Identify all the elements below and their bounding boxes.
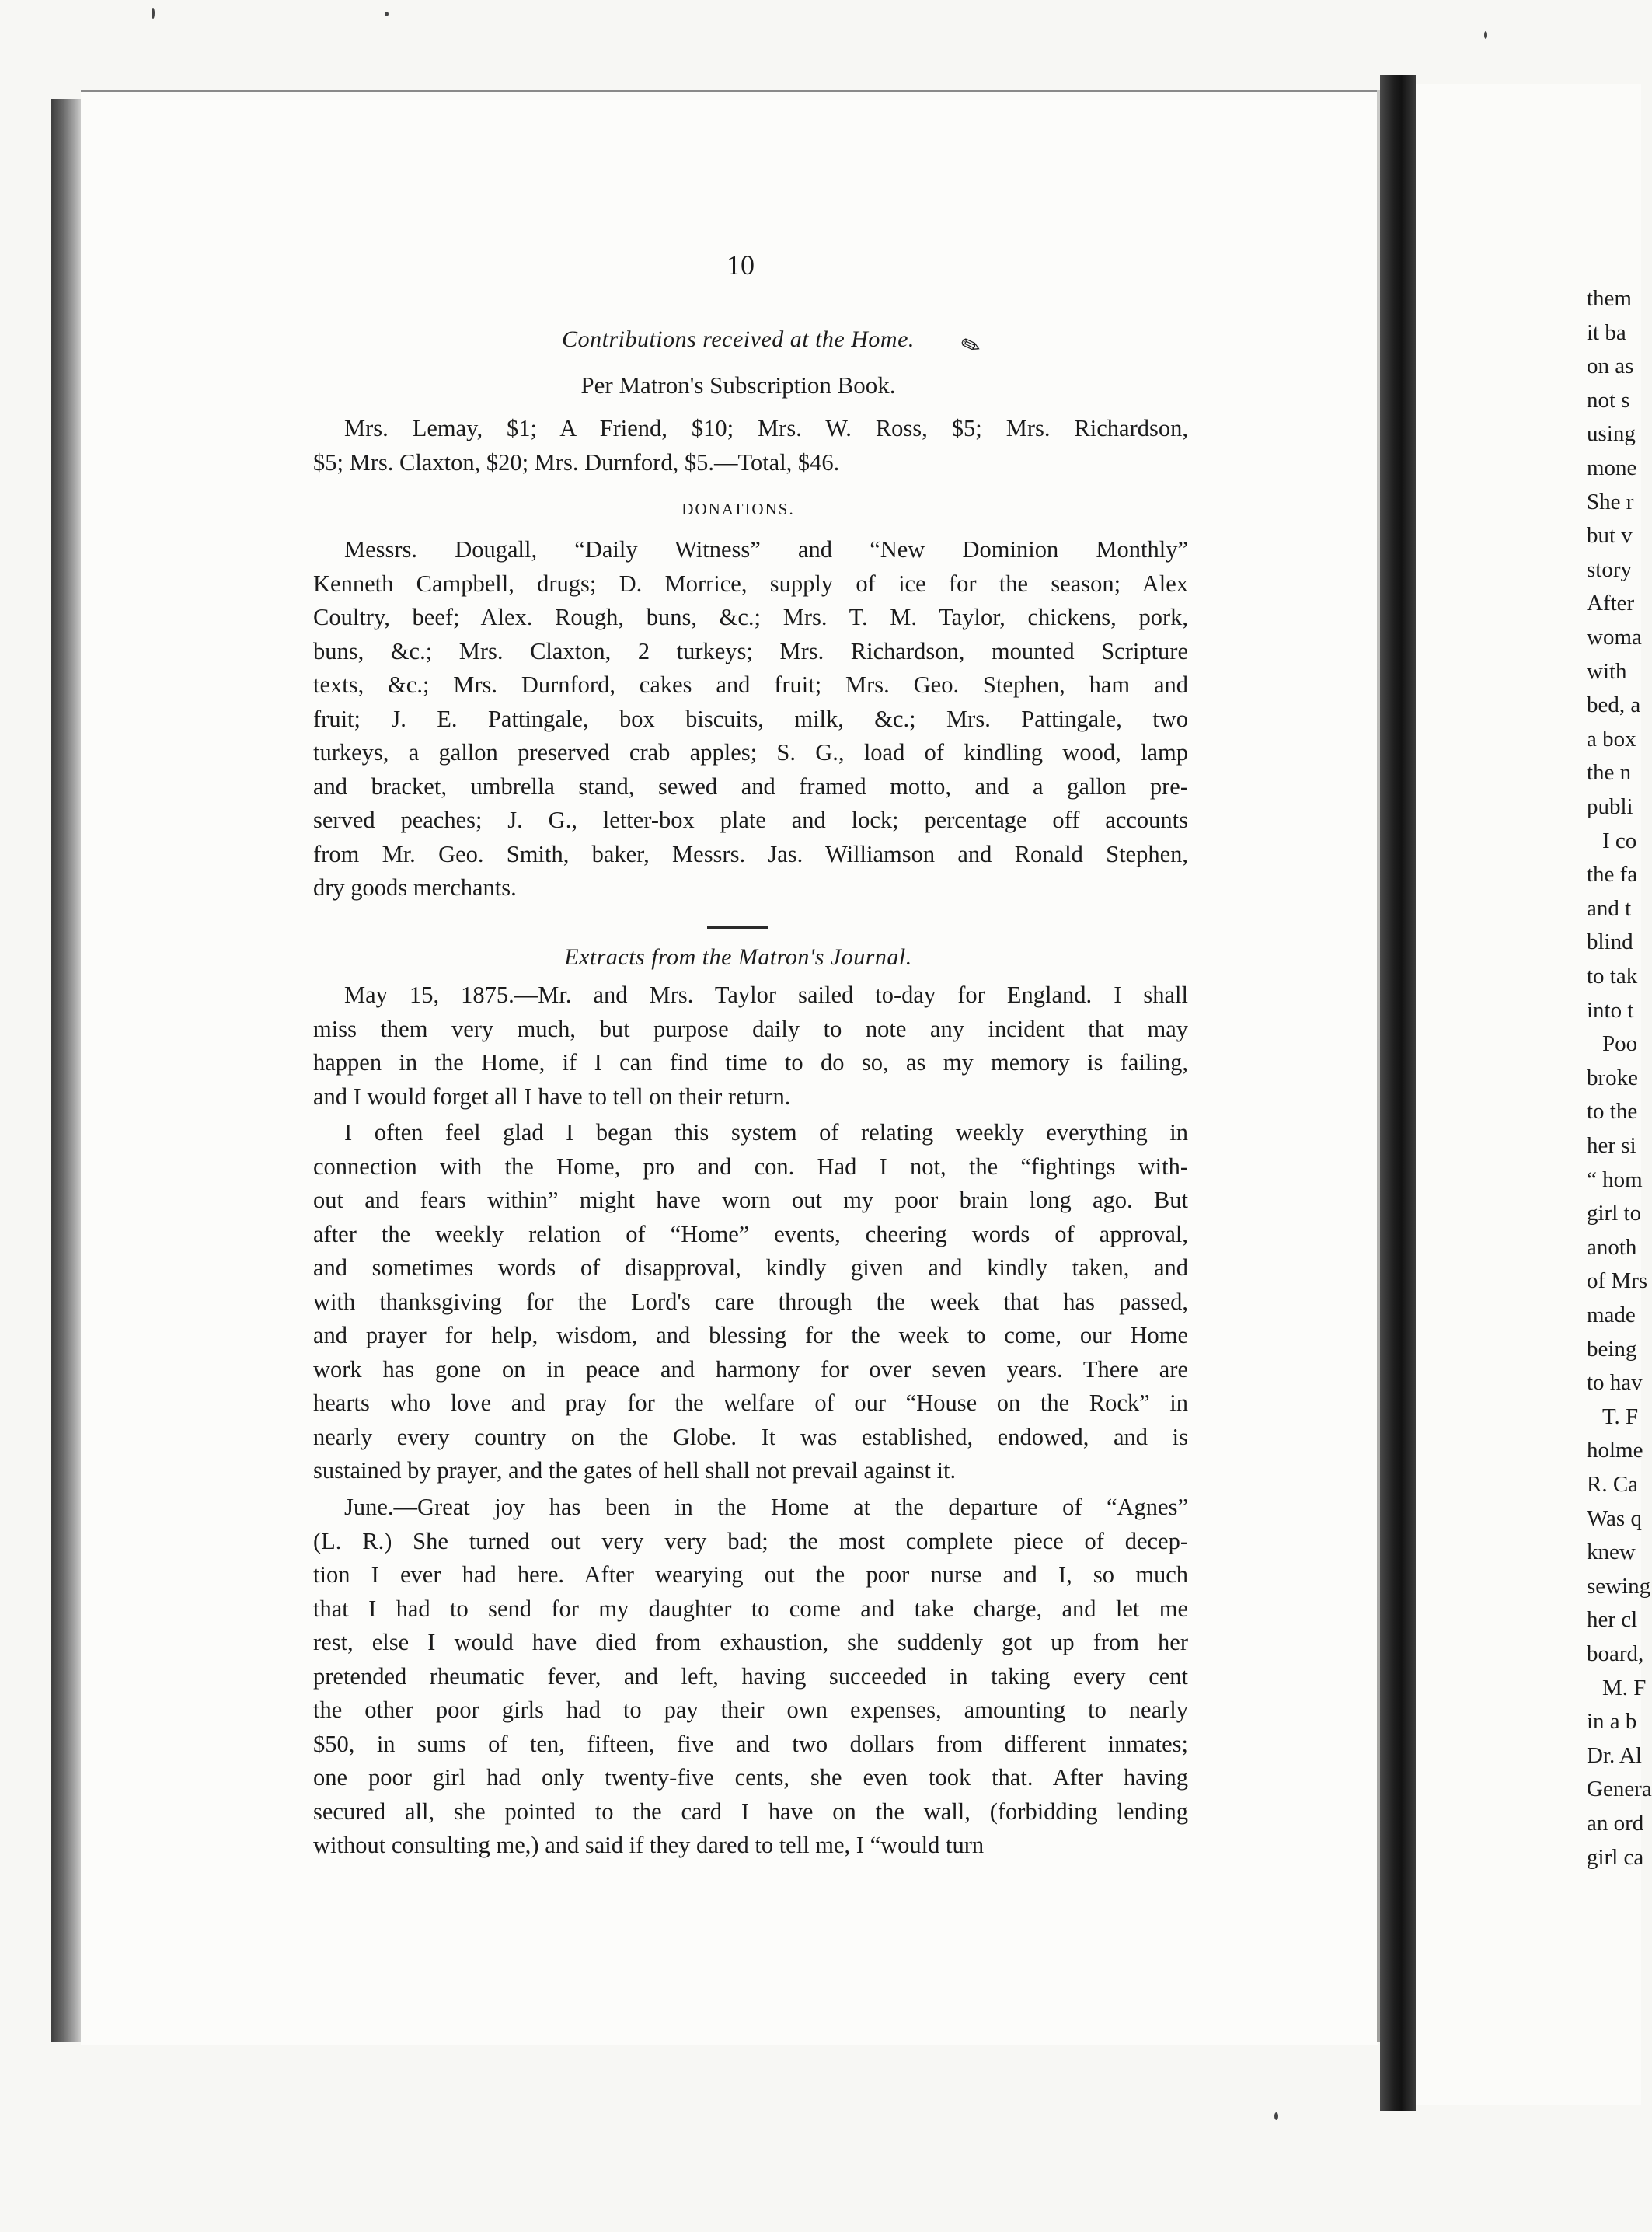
- scan-speck: [1484, 31, 1487, 39]
- facing-page-line: into t: [1587, 997, 1634, 1023]
- subscription-list: [313, 412, 1188, 480]
- facing-page-line: holme: [1587, 1438, 1643, 1463]
- scan-speck: [152, 8, 155, 19]
- facing-page-line: with: [1587, 658, 1627, 684]
- facing-page-line: mone: [1587, 455, 1637, 480]
- facing-page-line: them: [1587, 286, 1632, 311]
- facing-page-line: knew: [1587, 1540, 1636, 1565]
- facing-page-line: her si: [1587, 1133, 1636, 1158]
- text-line: and prayer for help, wisdom, and blessing for the week to come, our Home: [313, 1322, 1188, 1348]
- text-line: the other poor girls had to pay their own expenses, amounting to nearly: [313, 1697, 1188, 1723]
- facing-page-line: publi: [1587, 794, 1633, 819]
- text-line: nearly every country on the Globe. It was established, endowed, and is: [313, 1423, 1188, 1450]
- donations-list: [313, 533, 1188, 905]
- facing-page-line: “ hom: [1587, 1167, 1643, 1192]
- facing-page-line: it ba: [1587, 319, 1626, 345]
- text-line: buns, &c.; Mrs. Claxton, 2 turkeys; Mrs. Richardson, mounted Scripture: [313, 637, 1188, 664]
- facing-page-line: I co: [1602, 828, 1637, 853]
- text-line: dry goods merchants.: [313, 874, 517, 901]
- facing-page-line: her cl: [1587, 1607, 1638, 1633]
- text-line: from Mr. Geo. Smith, baker, Messrs. Jas. Williamson and Ronald Stephen,: [313, 840, 1188, 867]
- contributions-heading: Contributions received at the Home.: [562, 326, 915, 352]
- facing-page-line: and t: [1587, 895, 1632, 921]
- facing-page-line: R. Ca: [1587, 1472, 1639, 1497]
- facing-page-line: M. F: [1602, 1675, 1647, 1700]
- text-line: one poor girl had only twenty-five cents, she even took that. After having: [313, 1764, 1188, 1791]
- text-line: happen in the Home, if I can find time to do so, as my memory is failing,: [313, 1049, 1188, 1076]
- facing-page-line: but v: [1587, 523, 1633, 549]
- text-line: pretended rheumatic fever, and left, having succeeded in taking every cent: [313, 1662, 1188, 1690]
- facing-page-line: She r: [1587, 489, 1634, 514]
- donations-heading: DONATIONS.: [681, 500, 795, 518]
- facing-page-line: woma: [1587, 625, 1642, 650]
- facing-page-line: Genera: [1587, 1777, 1652, 1802]
- facing-page-line: the fa: [1587, 862, 1638, 888]
- facing-page-line: using: [1587, 421, 1636, 447]
- text-line: and I would forget all I have to tell on their return.: [313, 1083, 791, 1110]
- text-line: connection with the Home, pro and con. Had I not, the “fightings with-: [313, 1153, 1188, 1180]
- ink-mark: ✎: [957, 330, 985, 362]
- text-line: (L. R.) She turned out very very bad; the most complete piece of decep-: [313, 1527, 1188, 1554]
- text-line: texts, &c.; Mrs. Durnford, cakes and fruit; Mrs. Geo. Stephen, ham and: [313, 671, 1188, 698]
- text-line: fruit; J. E. Pattingale, box biscuits, milk, &c.; Mrs. Pattingale, two: [313, 705, 1188, 732]
- facing-page-line: Poo: [1602, 1031, 1638, 1057]
- facing-page-line: After: [1587, 591, 1635, 616]
- facing-page-line: the n: [1587, 760, 1632, 786]
- text-line: after the weekly relation of “Home” events, cheering words of approval,: [313, 1220, 1188, 1247]
- text-line: with thanksgiving for the Lord's care through the week that has passed,: [313, 1288, 1188, 1315]
- text-line: rest, else I would have died from exhaustion, she suddenly got up from her: [313, 1629, 1188, 1655]
- text-line: and sometimes words of disapproval, kindly given and kindly taken, and: [313, 1254, 1188, 1281]
- facing-page-line: Was q: [1587, 1505, 1642, 1531]
- facing-page-line: Dr. Al: [1587, 1742, 1642, 1768]
- text-line: without consulting me,) and said if they dared to tell me, I “would turn: [313, 1832, 985, 1858]
- section-divider: [707, 926, 768, 929]
- facing-page-line: anoth: [1587, 1234, 1637, 1260]
- facing-page-line: T. F: [1602, 1404, 1639, 1429]
- journal-heading: Extracts from the Matron's Journal.: [564, 944, 912, 970]
- facing-page-line: not s: [1587, 387, 1630, 413]
- facing-page-line: blind: [1587, 929, 1633, 955]
- facing-page-line: an ord: [1587, 1811, 1644, 1836]
- facing-page-line: to tak: [1587, 964, 1638, 989]
- text-line: Coultry, beef; Alex. Rough, buns, &c.; Mrs. T. M. Taylor, chickens, pork,: [313, 604, 1188, 630]
- facing-page-line: to the: [1587, 1099, 1638, 1125]
- text-line: secured all, she pointed to the card I have on the wall, (forbidding lending: [313, 1798, 1188, 1825]
- facing-page-line: bed, a: [1587, 692, 1641, 718]
- journal-paragraph-3: [313, 1491, 1188, 1863]
- facing-page-line: broke: [1587, 1065, 1639, 1090]
- facing-page-line: of Mrs: [1587, 1268, 1648, 1294]
- text-line: $5; Mrs. Claxton, $20; Mrs. Durnford, $5.—Total, $46.: [313, 448, 840, 476]
- text-line: turkeys, a gallon preserved crab apples; S. G., load of kindling wood, lamp: [313, 739, 1188, 766]
- scan-speck: [1274, 2112, 1278, 2120]
- text-line: out and fears within” might have worn out my poor brain long ago. But: [313, 1187, 1188, 1213]
- text-line: June.—Great joy has been in the Home at the departure of “Agnes”: [344, 1494, 1188, 1520]
- text-line: Mrs. Lemay, $1; A Friend, $10; Mrs. W. Ross, $5; Mrs. Richardson,: [344, 415, 1188, 441]
- text-line: tion I ever had here. After wearying out the poor nurse and I, so much: [313, 1561, 1188, 1588]
- facing-page-line: on as: [1587, 354, 1634, 379]
- text-line: $50, in sums of ten, fifteen, five and two dollars from different inmates;: [313, 1730, 1188, 1757]
- facing-page-line: to hav: [1587, 1370, 1643, 1396]
- journal-paragraph-2: [313, 1116, 1188, 1488]
- text-line: I often feel glad I began this system of relating weekly everything in: [344, 1119, 1188, 1146]
- text-line: sustained by prayer, and the gates of hell shall not prevail against it.: [313, 1457, 957, 1484]
- facing-page-line: in a b: [1587, 1709, 1637, 1735]
- text-line: work has gone on in peace and harmony for over seven years. There are: [313, 1355, 1188, 1383]
- facing-page-line: story: [1587, 556, 1632, 582]
- text-line: May 15, 1875.—Mr. and Mrs. Taylor sailed to-day for England. I shall: [344, 982, 1188, 1008]
- facing-page-line: a box: [1587, 726, 1636, 752]
- facing-page-line: girl to: [1587, 1201, 1642, 1226]
- scan-speck: [385, 12, 389, 16]
- text-line: hearts who love and pray for the welfare of our “House on the Rock” in: [313, 1390, 1188, 1416]
- text-line: served peaches; J. G., letter-box plate and lock; percentage off accounts: [313, 807, 1188, 833]
- facing-page-line: made: [1587, 1303, 1636, 1327]
- subscription-title: Per Matron's Subscription Book.: [580, 371, 896, 399]
- journal-paragraph-1: [313, 978, 1188, 1114]
- text-line: that I had to send for my daughter to come and take charge, and let me: [313, 1595, 1188, 1622]
- facing-page-line: board,: [1587, 1641, 1644, 1666]
- text-line: Messrs. Dougall, “Daily Witness” and “New Dominion Monthly”: [344, 536, 1188, 563]
- facing-page-line: being: [1587, 1336, 1637, 1362]
- facing-page-line: girl ca: [1587, 1844, 1644, 1870]
- facing-page-line: sewing: [1587, 1573, 1651, 1599]
- page-number: 10: [727, 249, 755, 281]
- text-line: Kenneth Campbell, drugs; D. Morrice, supply of ice for the season; Alex: [313, 570, 1188, 597]
- text-line: and bracket, umbrella stand, sewed and framed motto, and a gallon pre-: [313, 772, 1188, 800]
- text-line: miss them very much, but purpose daily to note any incident that may: [313, 1015, 1188, 1042]
